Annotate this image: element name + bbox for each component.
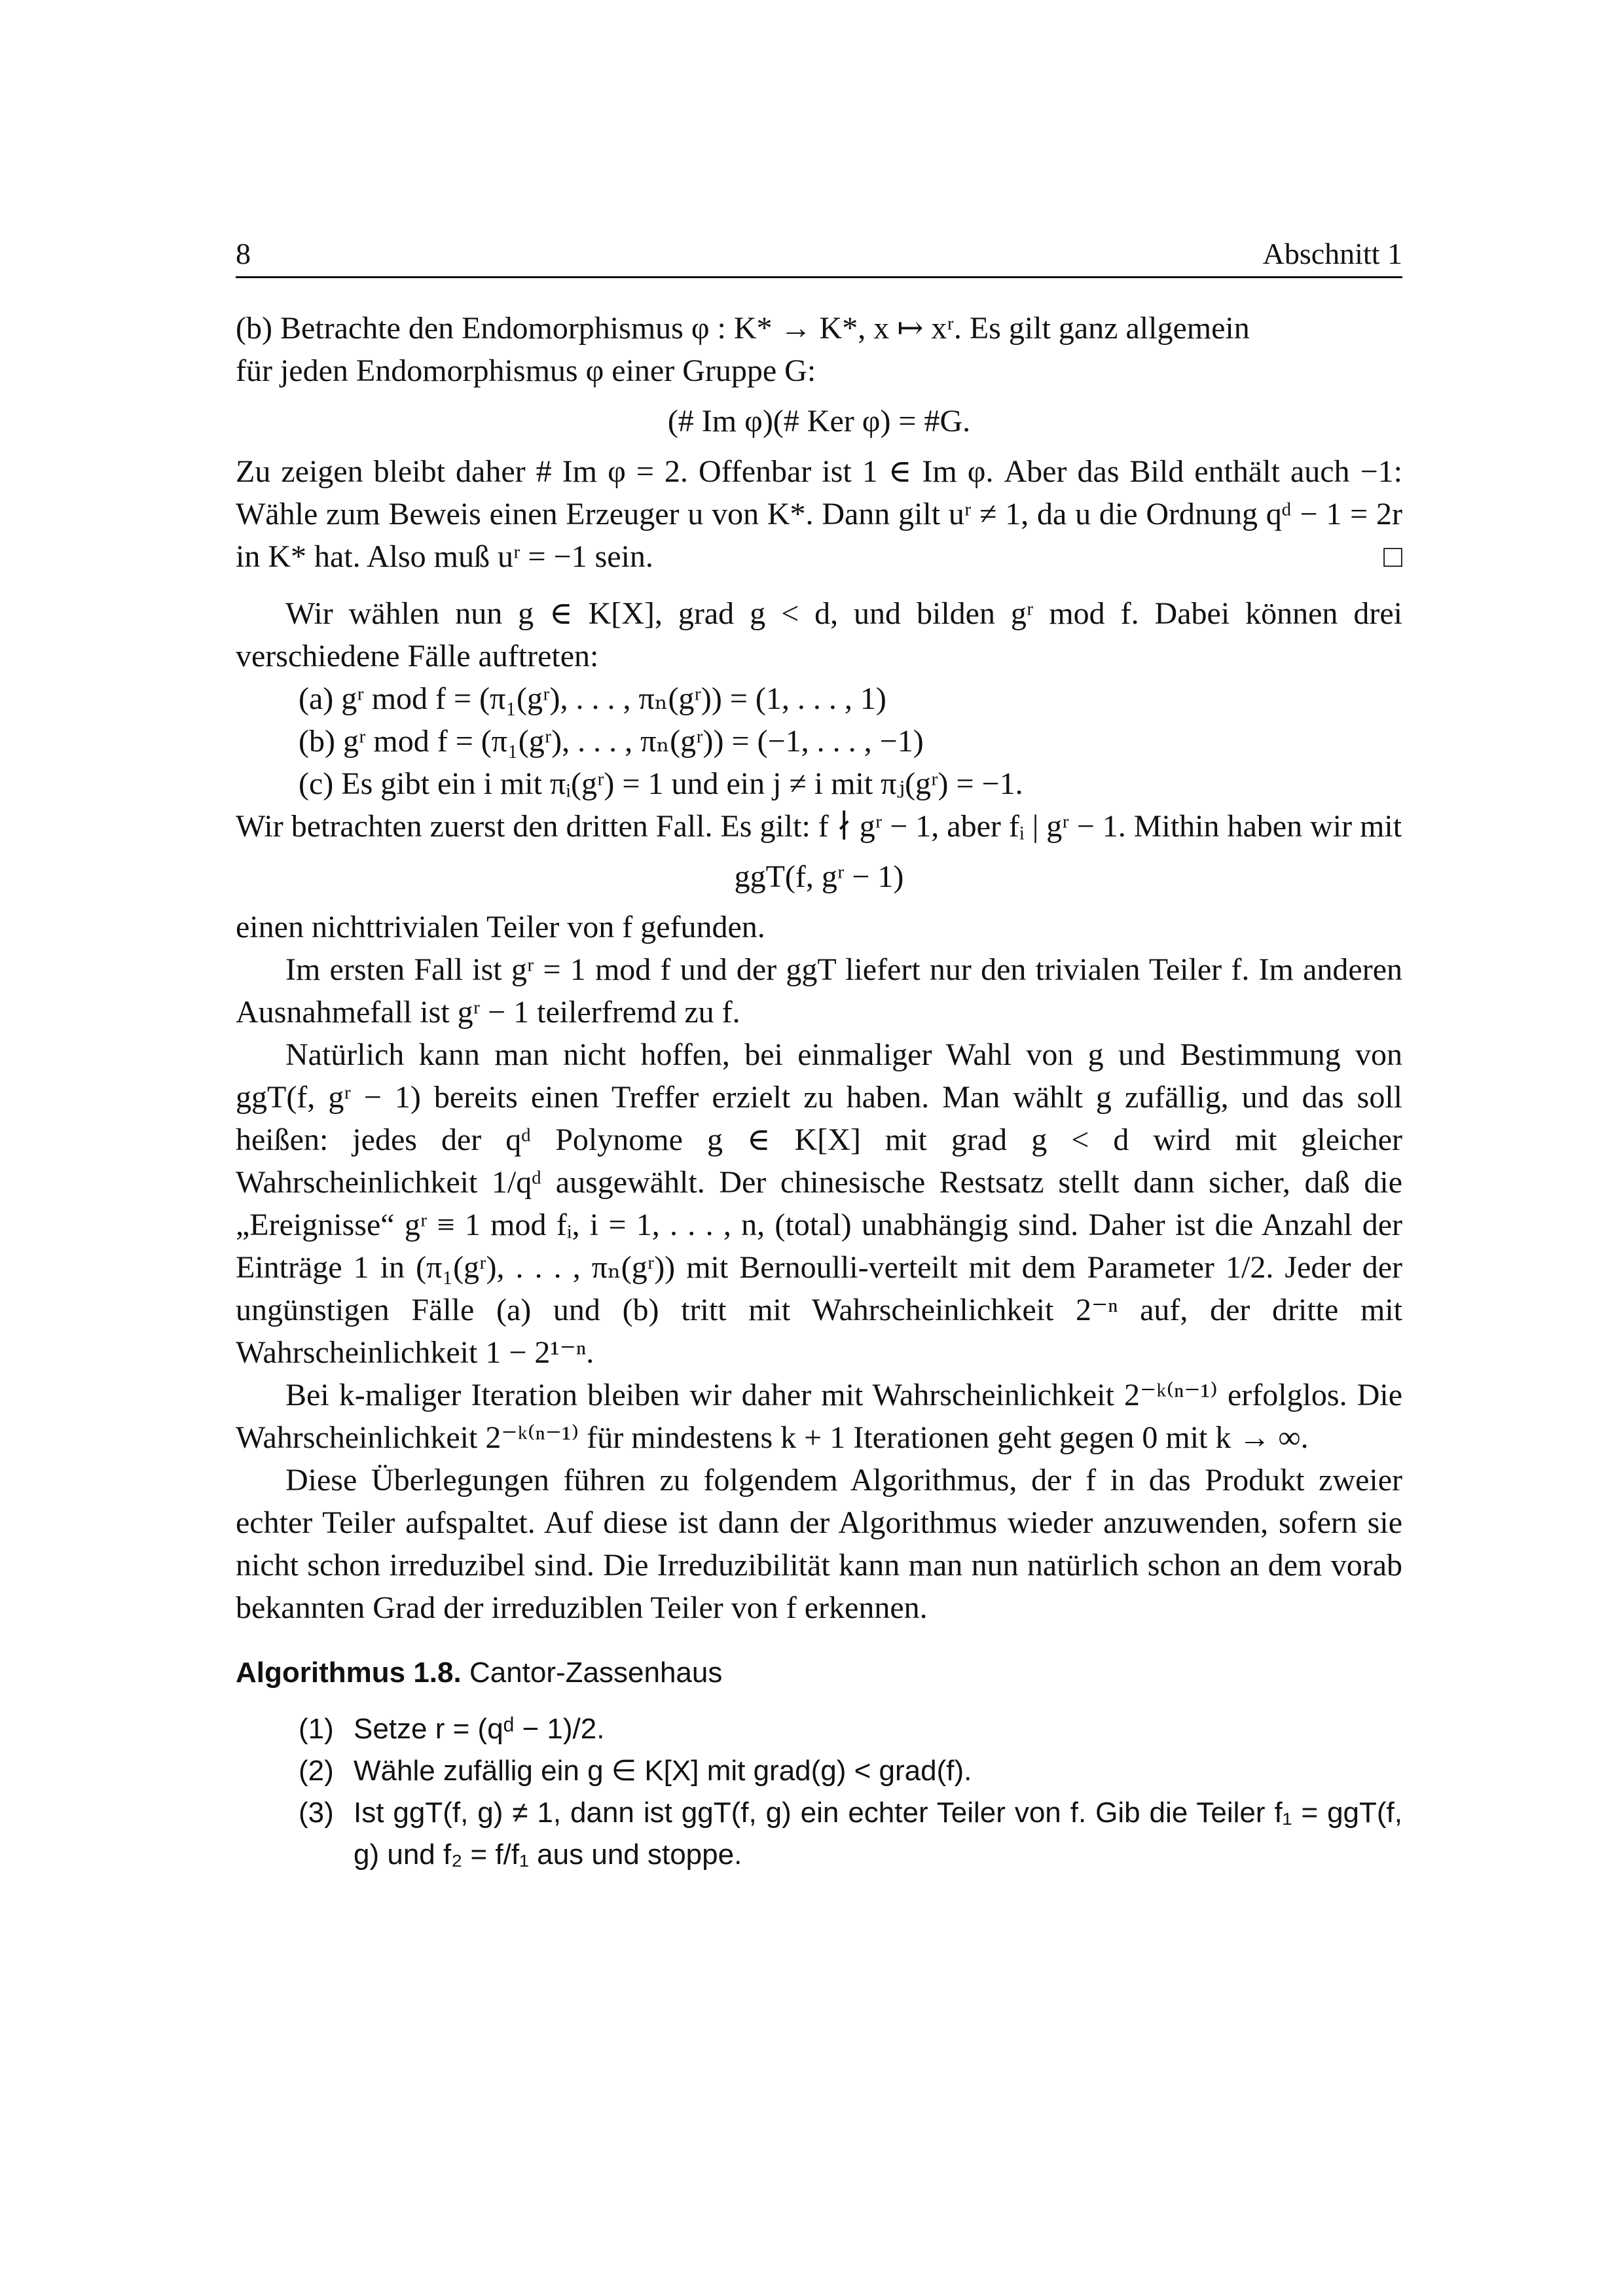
page — [236, 236, 1402, 1876]
step-text: Setze r = (qᵈ − 1)/2. — [354, 1713, 605, 1745]
paragraph-proof — [236, 450, 1402, 578]
paragraph-algorithm-intro: Diese Überlegungen führen zu folgendem Algorithmus, der f in das Produkt zweier echter Teiler aufspaltet. Auf diese ist dann der Algorithmus wieder anzuwenden, sofern sie nicht schon irreduzibel sind. Die Irreduzibilität kann man nun natürlich schon an dem vorab bekannten Grad der irreduziblen Teiler von f erkennen. — [236, 1463, 1402, 1625]
algorithm-step — [299, 1708, 1402, 1750]
paragraph-probability: Natürlich kann man nicht hoffen, bei einmaliger Wahl von g und Bestimmung von ggT(f, gʳ − 1) bereits einen Treffer erzielt zu haben. Man wählt g zufällig, und das soll heißen: jedes der qᵈ Polynome g ∈ K[X] mit grad g < d wird mit gleicher Wahrscheinlichkeit 1/qᵈ ausgewählt. Der chinesische Restsatz stellt dann sicher, daß die „Ereignisse“ gʳ ≡ 1 mod fᵢ, i = 1, . . . , n, (total) unabhängig sind. Daher ist die Anzahl der Einträge 1 in (π₁(gʳ), . . . , πₙ(gʳ)) mit Bernoulli-verteilt mit dem Parameter 1/2. Jeder der ungünstigen Fälle (a) und (b) tritt mit Wahrscheinlichkeit 2⁻ⁿ auf, der dritte mit Wahrscheinlichkeit 1 − 2¹⁻ⁿ. — [236, 1037, 1402, 1370]
page-number: 8 — [236, 237, 251, 270]
case-b: (b) gʳ mod f = (π₁(gʳ), . . . , πₙ(gʳ)) = (−1, . . . , −1) — [299, 724, 924, 759]
case-a: (a) gʳ mod f = (π₁(gʳ), . . . , πₙ(gʳ)) = (1, . . . , 1) — [299, 681, 886, 716]
paragraph-third-case: Wir betrachten zuerst den dritten Fall. Es gilt: f ∤ gʳ − 1, aber fᵢ | gʳ − 1. Mithin haben wir mit — [236, 809, 1402, 844]
algorithm-label: Algorithmus 1.8. — [236, 1657, 462, 1689]
running-title: Abschnitt 1 — [1262, 237, 1402, 270]
paragraph-cases-intro: Wir wählen nun g ∈ K[X], grad g < d, und bilden gʳ mod f. Dabei können drei verschiedene Fälle auftreten: — [236, 596, 1402, 673]
paragraph-iteration: Bei k-maliger Iteration bleiben wir daher mit Wahrscheinlichkeit 2⁻ᵏ⁽ⁿ⁻¹⁾ erfolglos. Die Wahrscheinlichkeit 2⁻ᵏ⁽ⁿ⁻¹⁾ für mindestens k + 1 Iterationen geht gegen 0 mit k → ∞. — [236, 1378, 1402, 1455]
step-text: Ist ggT(f, g) ≠ 1, dann ist ggT(f, g) ein echter Teiler von f. Gib die Teiler f₁ = ggT(f, g) und f₂ = f/f₁ aus und stoppe. — [354, 1797, 1402, 1871]
main-text — [236, 307, 1402, 1876]
algorithm-step — [299, 1750, 1402, 1792]
running-header — [236, 236, 1402, 278]
algorithm-heading — [236, 1651, 1402, 1694]
paragraph-b-line2: für jeden Endomorphismus φ einer Gruppe G: — [236, 353, 816, 388]
qed-box: □ — [1383, 539, 1402, 574]
display-formula-ggt: ggT(f, gʳ − 1) — [734, 859, 904, 894]
proof-text: Zu zeigen bleibt daher # Im φ = 2. Offenbar ist 1 ∈ Im φ. Aber das Bild enthält auch −1: Wähle zum Beweis einen Erzeuger u von K*. Dann gilt uʳ ≠ 1, da u die Ordnung qᵈ − 1 = 2r in K* hat. Also muß uʳ = −1 sein. — [236, 454, 1402, 574]
case-c: (c) Es gibt ein i mit πᵢ(gʳ) = 1 und ein j ≠ i mit πⱼ(gʳ) = −1. — [299, 766, 1023, 801]
step-text: Wähle zufällig ein g ∈ K[X] mit grad(g) < grad(f). — [354, 1755, 972, 1787]
cases-list — [299, 677, 1402, 805]
algorithm-step — [299, 1792, 1402, 1876]
paragraph-first-case: Im ersten Fall ist gʳ = 1 mod f und der ggT liefert nur den trivialen Teiler f. Im anderen Ausnahmefall ist gʳ − 1 teilerfremd zu f. — [236, 952, 1402, 1030]
algorithm-name: Cantor-Zassenhaus — [469, 1657, 723, 1689]
display-formula-image-kernel: (# Im φ)(# Ker φ) = #G. — [667, 404, 971, 439]
paragraph-nontrivial: einen nichttrivialen Teiler von f gefunden. — [236, 910, 765, 944]
step-number: (2) — [299, 1755, 334, 1787]
step-number: (1) — [299, 1713, 334, 1745]
algorithm-steps — [299, 1708, 1402, 1876]
paragraph-b-line1: (b) Betrachte den Endomorphismus φ : K* → K*, x ↦ xʳ. Es gilt ganz allgemein — [236, 311, 1250, 346]
step-number: (3) — [299, 1797, 334, 1829]
